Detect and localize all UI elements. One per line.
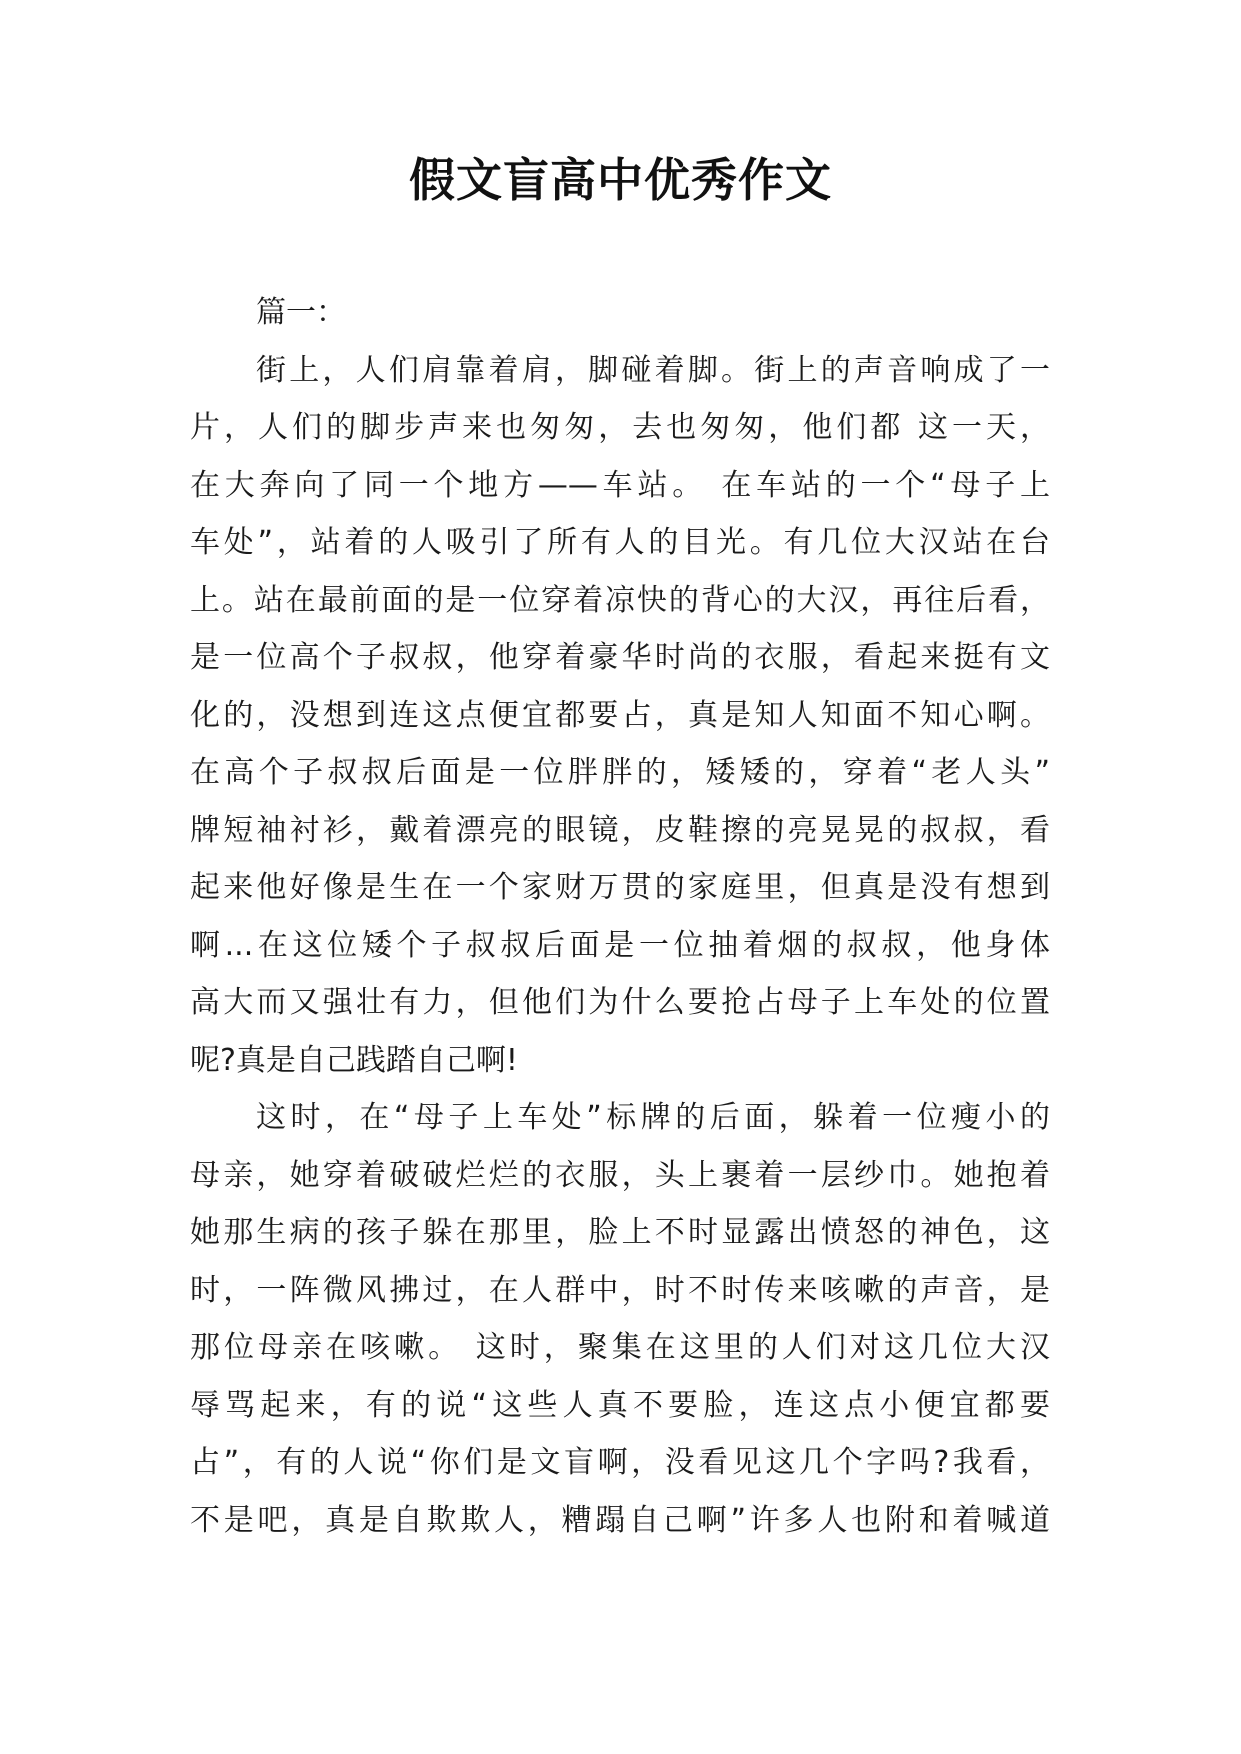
paragraph-line: 占”，有的人说“你们是文盲啊，没看见这几个字吗?我看， bbox=[190, 1445, 1050, 1480]
paragraph-line: 牌短袖衬衫，戴着漂亮的眼镜，皮鞋擦的亮晃晃的叔叔，看 bbox=[190, 812, 1050, 848]
paragraph-line: 那位母亲在咳嗽。 这时，聚集在这里的人们对这几位大汉 bbox=[190, 1330, 1050, 1365]
paragraph-line: 化的，没想到连这点便宜都要占，真是知人知面不知心啊。 bbox=[190, 697, 1050, 733]
paragraph-line: 这时，在“母子上车处”标牌的后面，躲着一位瘦小的 bbox=[256, 1100, 1050, 1135]
paragraph-line: 时，一阵微风拂过，在人群中，时不时传来咳嗽的声音，是 bbox=[190, 1272, 1050, 1308]
paragraph-line: 她那生病的孩子躲在那里，脸上不时显露出愤怒的神色，这 bbox=[190, 1215, 1050, 1250]
document-body bbox=[190, 284, 1050, 1549]
paragraph-line: 在大奔向了同一个地方——车站。 在车站的一个“母子上 bbox=[190, 467, 1050, 503]
section-heading: 篇一： bbox=[256, 295, 346, 330]
paragraph-line: 高大而又强壮有力，但他们为什么要抢占母子上车处的位置 bbox=[190, 985, 1050, 1020]
paragraph-line: 不是吧，真是自欺欺人，糟蹋自己啊”许多人也附和着喊道 bbox=[190, 1502, 1050, 1538]
document-title: 假文盲高中优秀作文 bbox=[409, 153, 832, 207]
paragraph-line: 车处”，站着的人吸引了所有人的目光。有几位大汉站在台 bbox=[190, 525, 1050, 560]
paragraph-line: 是一位高个子叔叔，他穿着豪华时尚的衣服，看起来挺有文 bbox=[190, 640, 1050, 675]
paragraph-line: 片，人们的脚步声来也匆匆，去也匆匆，他们都 这一天， bbox=[190, 410, 1050, 445]
paragraph-line: 母亲，她穿着破破烂烂的衣服，头上裹着一层纱巾。她抱着 bbox=[190, 1157, 1050, 1193]
paragraph-line: 啊...在这位矮个子叔叔后面是一位抽着烟的叔叔，他身体 bbox=[190, 927, 1050, 963]
paragraph-line: 在高个子叔叔后面是一位胖胖的，矮矮的，穿着“老人头” bbox=[190, 755, 1050, 790]
paragraph-line: 起来他好像是生在一个家财万贯的家庭里，但真是没有想到 bbox=[190, 870, 1050, 905]
paragraph-line: 辱骂起来，有的说“这些人真不要脸，连这点小便宜都要 bbox=[190, 1387, 1050, 1423]
paragraph-line: 街上，人们肩靠着肩，脚碰着脚。街上的声音响成了一 bbox=[256, 352, 1050, 388]
paragraph-line: 上。站在最前面的是一位穿着凉快的背心的大汉，再往后看， bbox=[190, 582, 1050, 618]
paragraph-line: 呢?真是自己践踏自己啊! bbox=[190, 1042, 518, 1078]
